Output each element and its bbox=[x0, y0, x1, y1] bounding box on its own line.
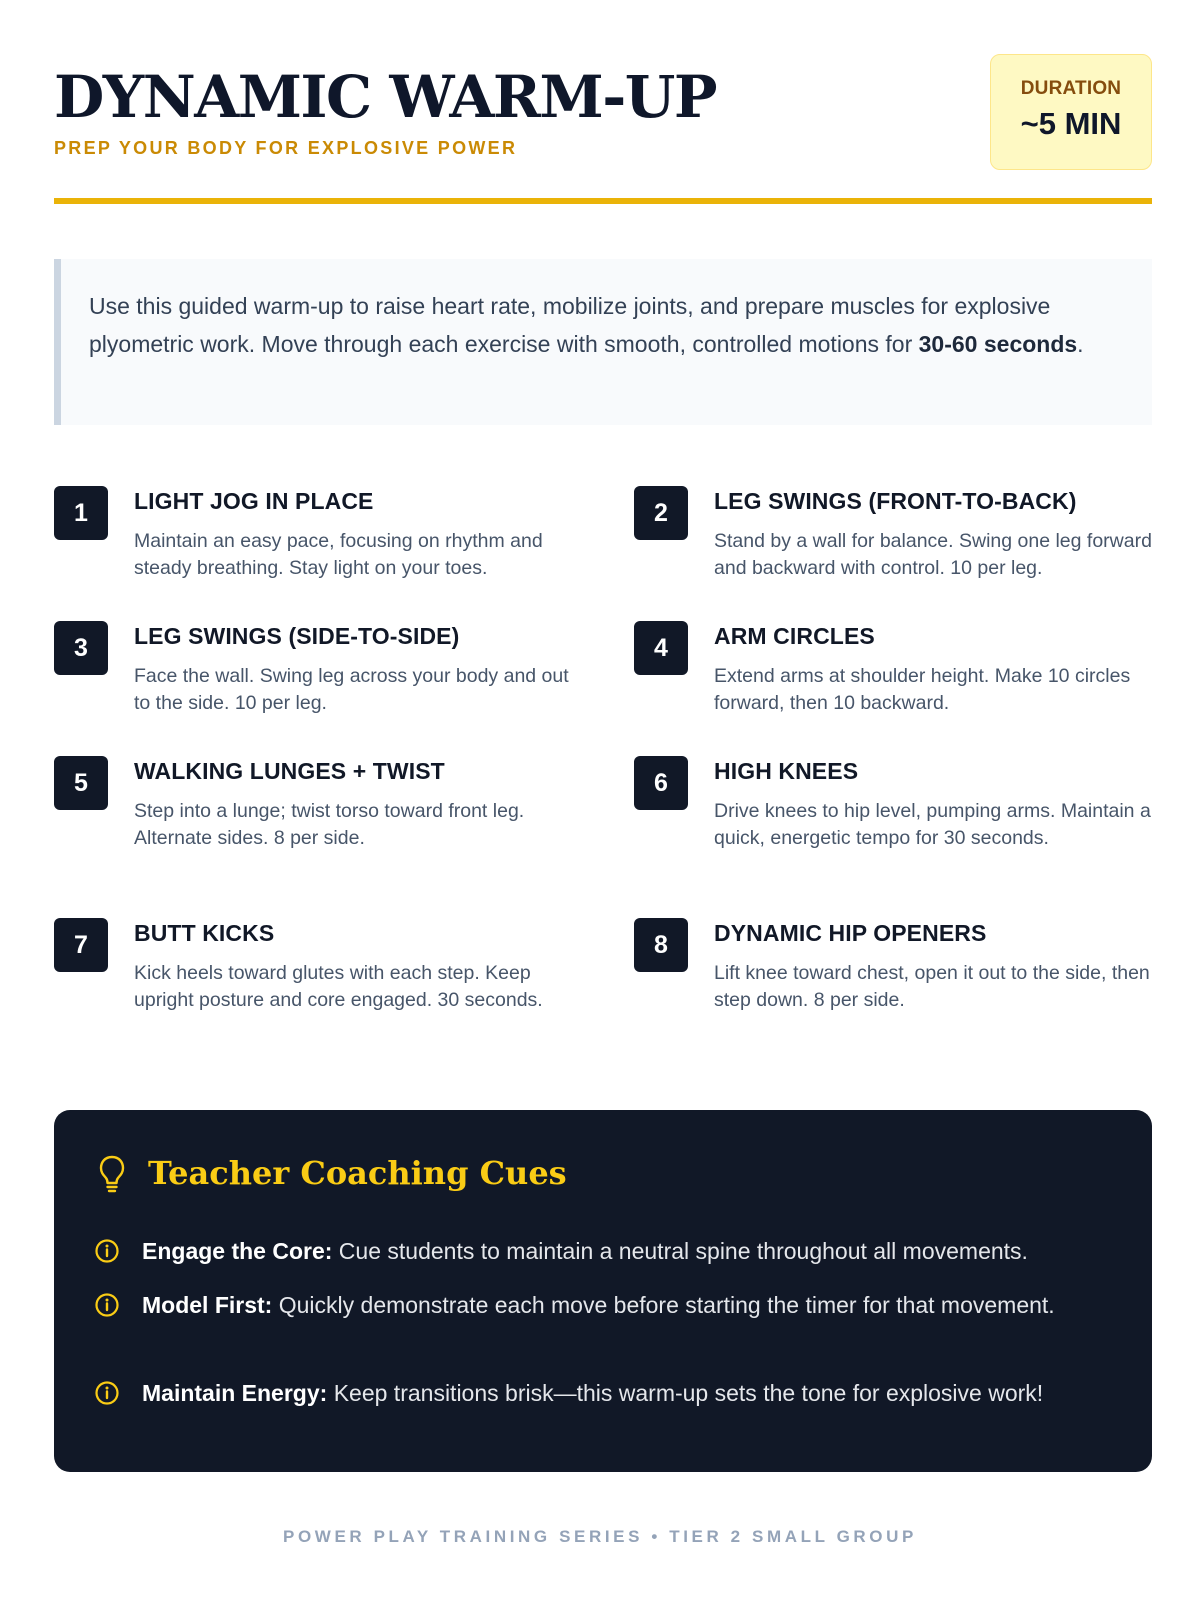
intro-emphasis: 30-60 seconds bbox=[918, 331, 1078, 357]
exercise-description: Maintain an easy pace, focusing on rhythm and steady breathing. Stay light on your toes. bbox=[134, 530, 543, 579]
cue-body: Quickly demonstrate each move before starting the timer for that movement. bbox=[272, 1292, 1055, 1318]
exercise-number: 3 bbox=[54, 621, 108, 675]
exercise-number: 2 bbox=[634, 486, 688, 540]
coaching-cues-title: Teacher Coaching Cues bbox=[148, 1154, 567, 1192]
exercise-title: HIGH KNEES bbox=[714, 758, 859, 784]
exercise-description: Lift knee toward chest, open it out to the side, then step down. 8 per side. bbox=[714, 962, 1150, 1011]
exercise-title: BUTT KICKS bbox=[134, 920, 275, 946]
coaching-cue-text bbox=[142, 1234, 1122, 1268]
intro-callout bbox=[54, 259, 1152, 425]
header-divider bbox=[54, 198, 1152, 204]
exercise-description: Kick heels toward glutes with each step. Keep upright posture and core engaged. 30 seconds. bbox=[134, 962, 543, 1011]
exercise-description: Face the wall. Swing leg across your body and out to the side. 10 per leg. bbox=[134, 665, 569, 714]
cue-body: Keep transitions brisk—this warm-up sets the tone for explosive work! bbox=[327, 1380, 1044, 1406]
lightbulb-icon bbox=[96, 1154, 128, 1194]
page-header bbox=[54, 54, 1152, 204]
exercise-number: 4 bbox=[634, 621, 688, 675]
exercise-title: LEG SWINGS (SIDE-TO-SIDE) bbox=[134, 623, 460, 649]
coaching-cue-text bbox=[142, 1288, 1122, 1322]
exercise-title: WALKING LUNGES + TWIST bbox=[134, 758, 445, 784]
duration-value: ~5 MIN bbox=[1020, 106, 1122, 141]
cue-label: Engage the Core: bbox=[142, 1238, 333, 1264]
exercise-number: 8 bbox=[634, 918, 688, 972]
exercise-description: Drive knees to hip level, pumping arms. Maintain a quick, energetic tempo for 30 seconds. bbox=[714, 800, 1151, 849]
exercise-number: 6 bbox=[634, 756, 688, 810]
duration-label: DURATION bbox=[1020, 78, 1122, 99]
intro-text: Use this guided warm-up to raise heart rate, mobilize joints, and prepare muscles for explosive plyometric work. Move through each exercise with smooth, controlled motions for bbox=[89, 293, 1051, 357]
cue-label: Maintain Energy: bbox=[142, 1380, 328, 1406]
page-title: DYNAMIC WARM-UP bbox=[54, 63, 717, 131]
duration-badge bbox=[990, 54, 1152, 170]
exercise-title: DYNAMIC HIP OPENERS bbox=[714, 920, 987, 946]
cue-body: Cue students to maintain a neutral spine throughout all movements. bbox=[332, 1238, 1028, 1264]
exercise-title: LIGHT JOG IN PLACE bbox=[134, 488, 374, 514]
cue-label: Model First: bbox=[142, 1292, 273, 1318]
exercise-number: 7 bbox=[54, 918, 108, 972]
exercise-description: Extend arms at shoulder height. Make 10 circles forward, then 10 backward. bbox=[714, 665, 1131, 714]
intro-end: . bbox=[1077, 331, 1084, 357]
page-subtitle: PREP YOUR BODY FOR EXPLOSIVE POWER bbox=[54, 138, 518, 158]
coaching-cues-panel bbox=[54, 1110, 1152, 1472]
exercise-number: 5 bbox=[54, 756, 108, 810]
info-icon bbox=[94, 1380, 120, 1406]
coaching-cue-text bbox=[142, 1376, 1122, 1410]
exercise-title: ARM CIRCLES bbox=[714, 623, 875, 649]
exercise-description: Stand by a wall for balance. Swing one leg forward and backward with control. 10 per leg. bbox=[714, 530, 1152, 579]
exercise-description: Step into a lunge; twist torso toward front leg. Alternate sides. 8 per side. bbox=[134, 800, 525, 849]
exercise-number: 1 bbox=[54, 486, 108, 540]
page-footer: POWER PLAY TRAINING SERIES • TIER 2 SMALL GROUP bbox=[283, 1527, 917, 1546]
info-icon bbox=[94, 1292, 120, 1318]
info-icon bbox=[94, 1238, 120, 1264]
exercise-title: LEG SWINGS (FRONT-TO-BACK) bbox=[714, 488, 1077, 514]
